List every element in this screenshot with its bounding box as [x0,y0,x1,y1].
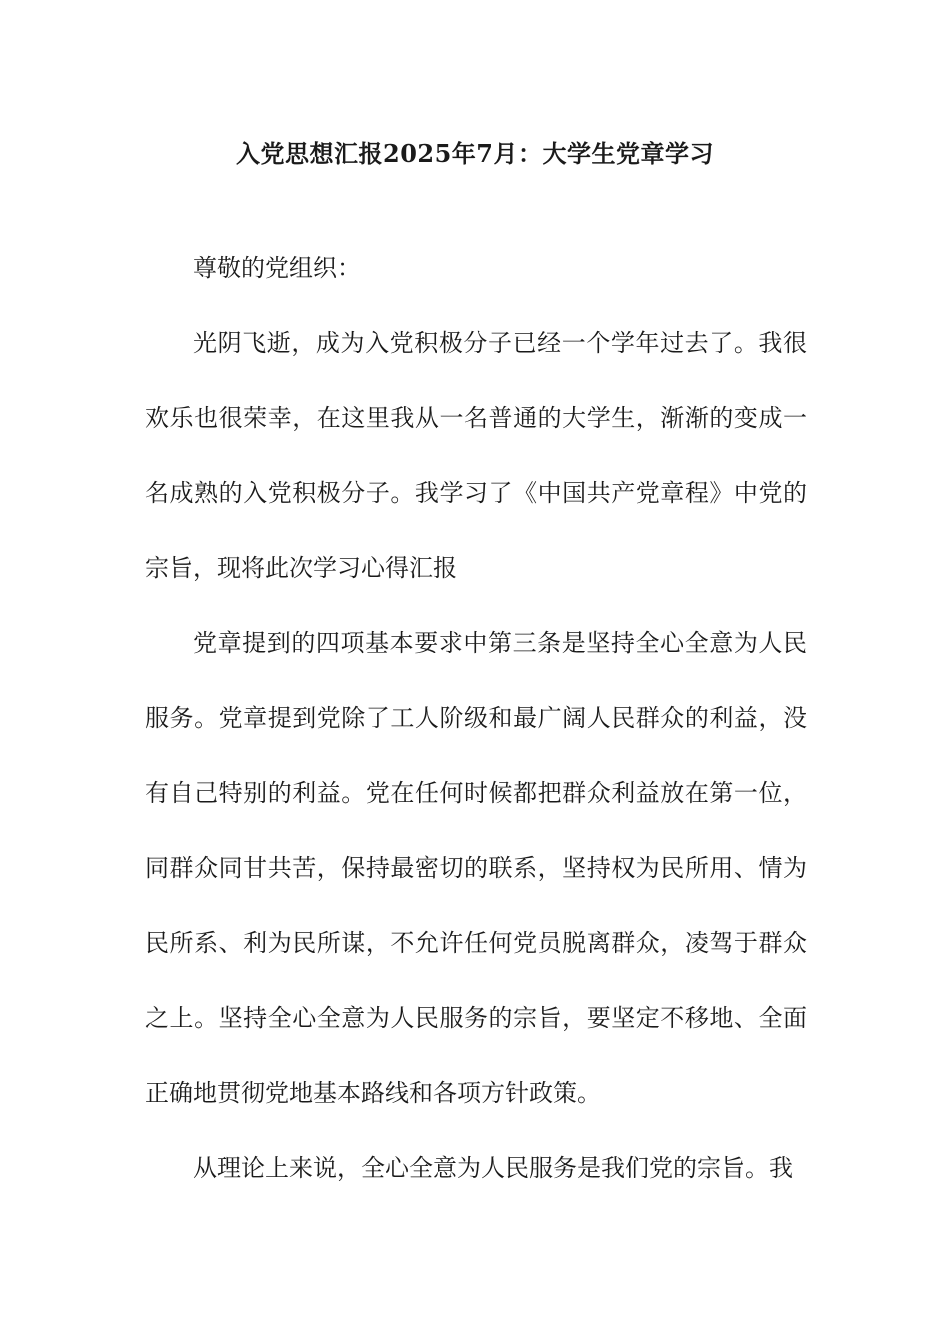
paragraph-3: 从理论上来说，全心全意为人民服务是我们党的宗旨。我 [193,1154,793,1182]
paragraph-2: 党章提到的四项基本要求中第三条是坚持全心全意为人民服务。党章提到党除了工人阶级和最广阔人民群众的利益，没有自己特别的利益。党在任何时候都把群众利益放在第一位，同群众同甘共苦，保持最密切的联系，坚持权为民所用、情为民所系、利为民所谋，不允许任何党员脱离群众，凌驾于群众之上。坚持全心全意为人民服务的宗旨，要坚定不移地、全面正确地贯彻党地基本路线和各项方针政策。 [145,629,807,1107]
paragraph-1: 光阴飞逝，成为入党积极分子已经一个学年过去了。我很欢乐也很荣幸，在这里我从一名普通的大学生，渐渐的变成一名成熟的入党积极分子。我学习了《中国共产党章程》中党的宗旨，现将此次学习心得汇报 [145,329,807,582]
document-title: 入党思想汇报2025年7月：大学生党章学习 [236,139,714,168]
salutation: 尊敬的党组织： [193,254,361,282]
document-body [145,231,807,1206]
